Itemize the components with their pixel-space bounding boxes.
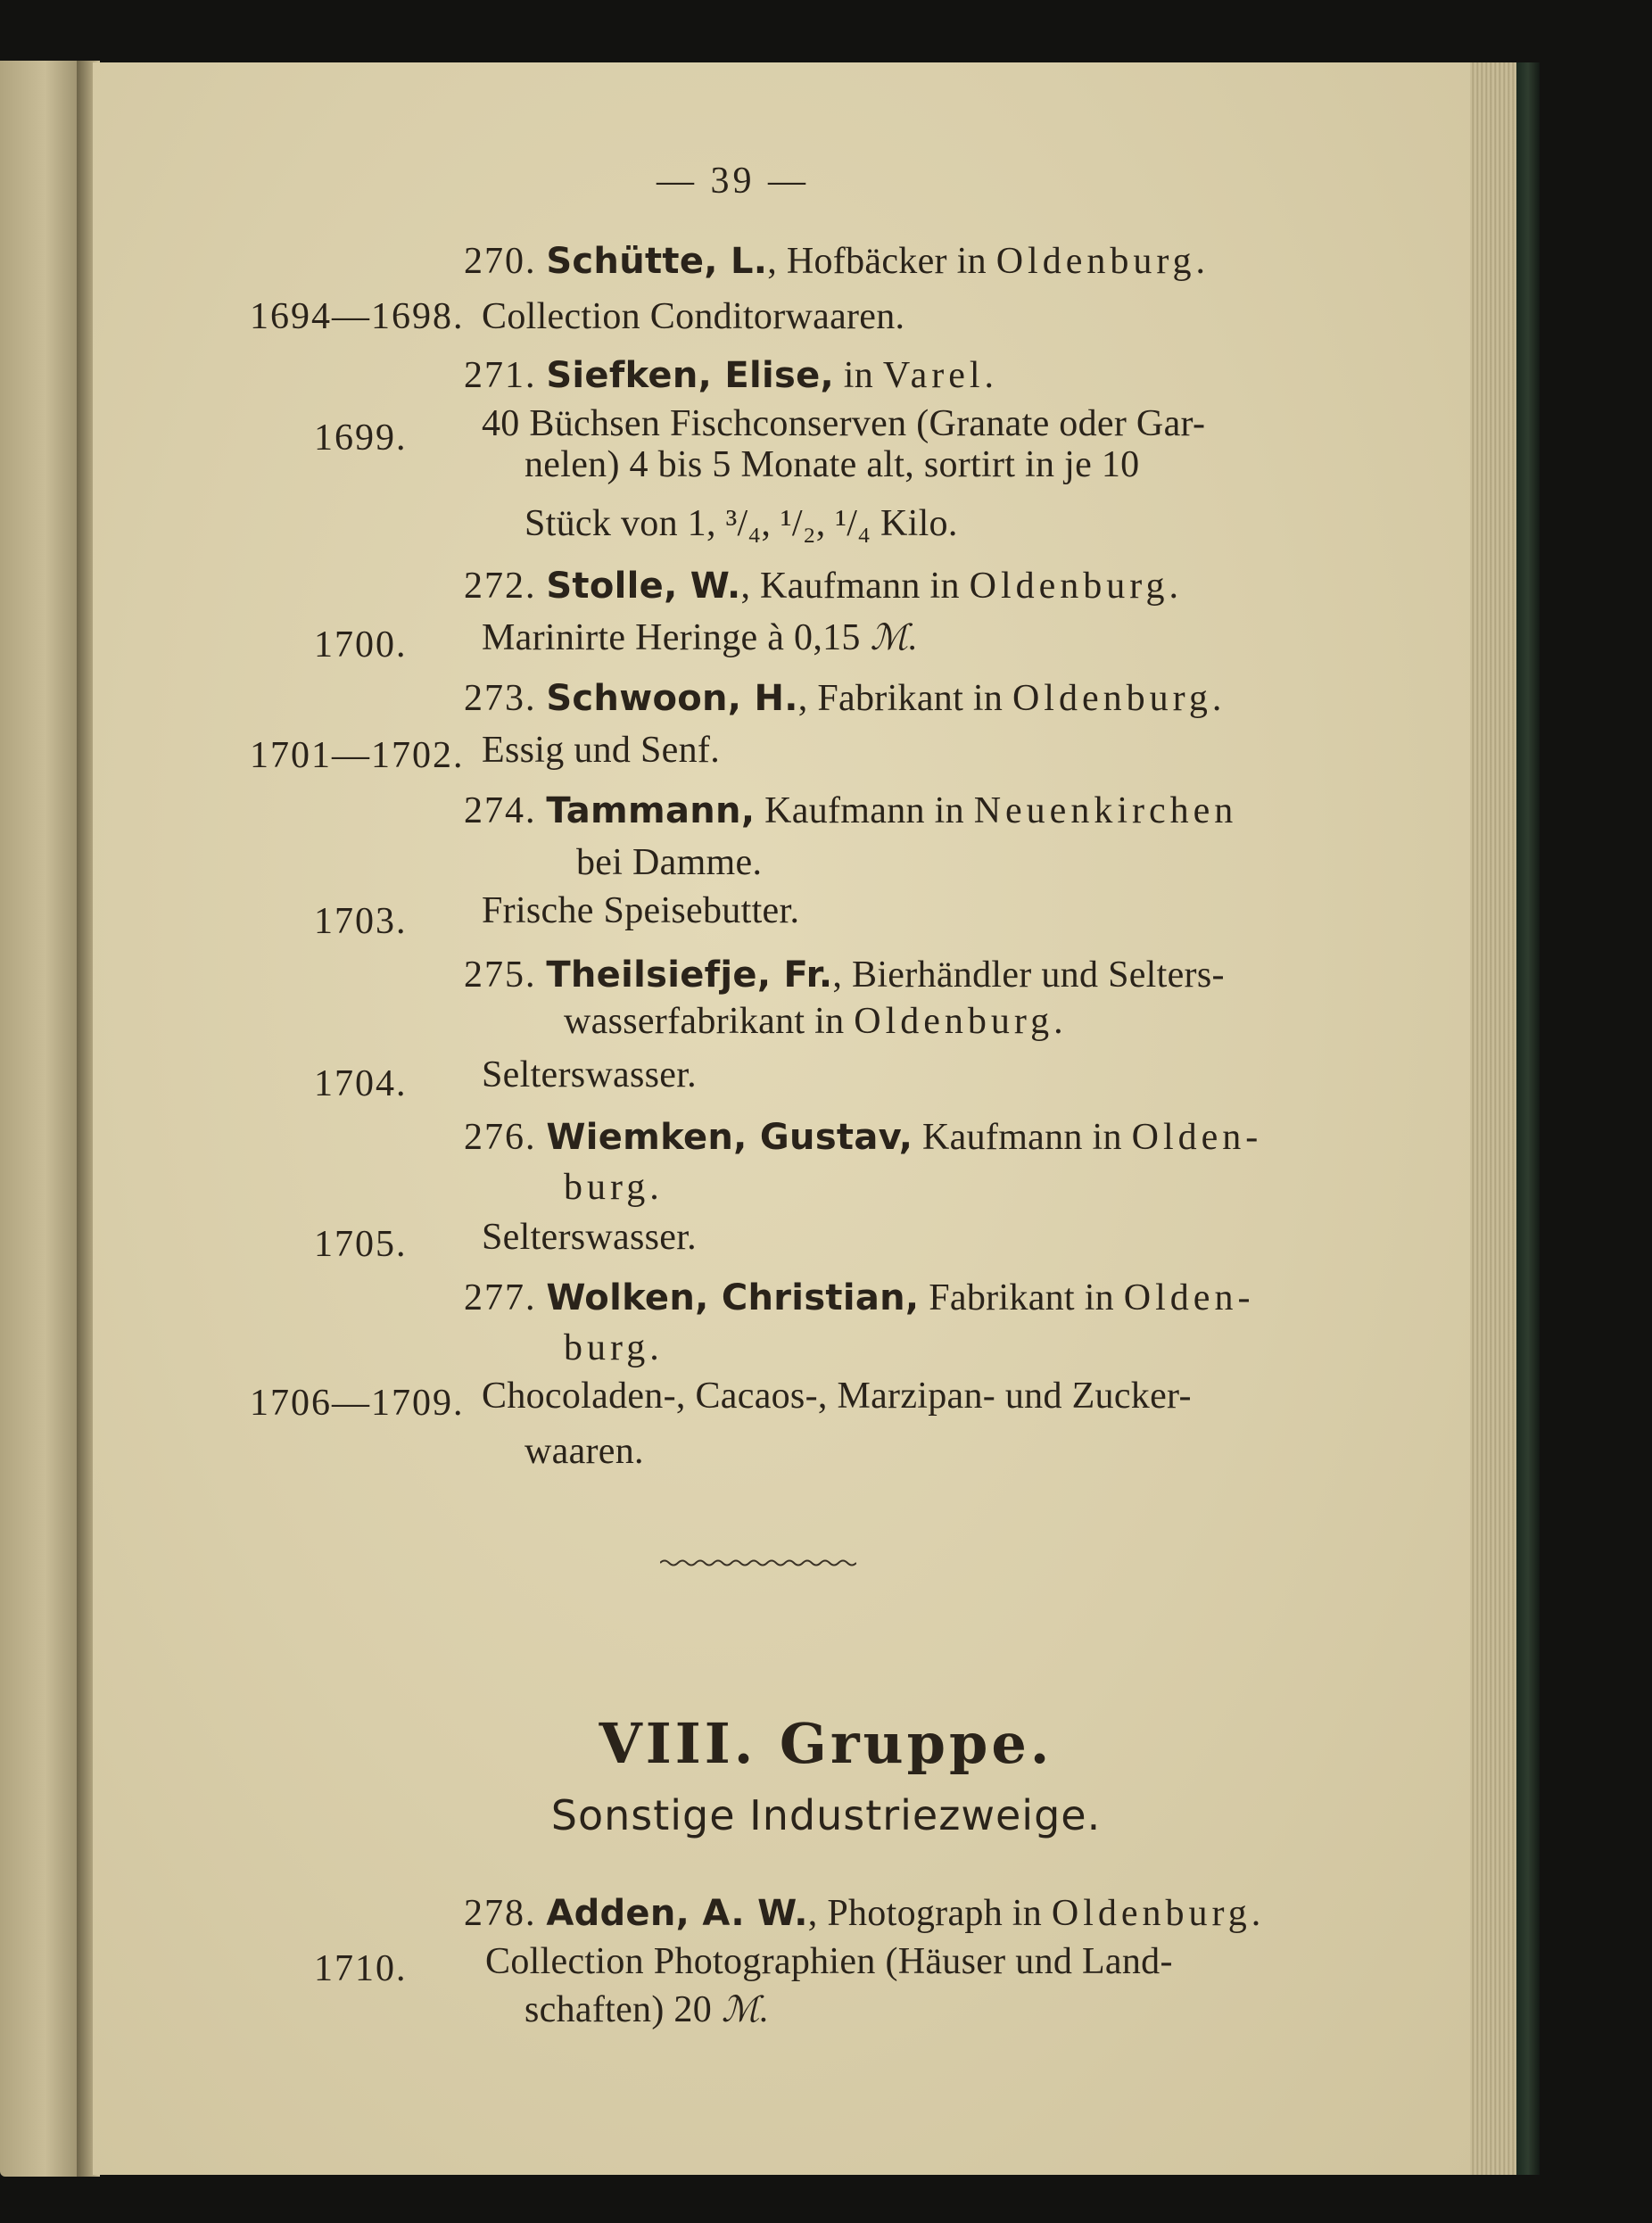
mark-currency-symbol: ℳ.: [721, 1989, 770, 2029]
exhibitor-occupation: , Bierhändler und Selters-: [832, 954, 1225, 996]
entry-number: 273.: [464, 678, 537, 719]
catalog-number: 1710.: [314, 1948, 408, 1989]
item-text: Marinirte Heringe à 0,15: [482, 617, 861, 658]
catalog-number: 1700.: [314, 624, 408, 665]
exhibitor-occupation: , Kaufmann in: [740, 566, 960, 607]
catalog-number: 1699.: [314, 417, 408, 459]
item-text: schaften) 20: [525, 1989, 713, 2030]
item-description: Selterswasser.: [482, 1054, 697, 1095]
exhibitor-occupation: , Hofbäcker in: [767, 241, 987, 282]
exhibitor-occupation: in: [834, 355, 874, 396]
exhibitor-name: Schwoon, H.: [546, 678, 798, 719]
exhibitor-occupation-continued: [564, 1003, 1068, 1040]
exhibitor-name: Siefken, Elise,: [546, 355, 834, 396]
item-description: Frische Speisebutter.: [482, 890, 800, 931]
exhibitor-occupation: Kaufmann in: [913, 1117, 1122, 1158]
exhibitor-occupation: , Fabrikant in: [797, 678, 1004, 719]
catalog-number: 1701—1702.: [250, 735, 465, 776]
entry-278-header: [464, 1895, 1265, 1932]
catalog-number: 1705.: [314, 1224, 408, 1265]
exhibitor-place: Olden-: [1131, 1117, 1263, 1158]
entry-272-header: [464, 567, 1183, 605]
entry-270-header: [464, 243, 1210, 280]
catalog-number: 1704.: [314, 1063, 408, 1104]
exhibitor-occupation: Kaufmann in: [755, 790, 964, 831]
exhibitor-occupation: , Photograph in: [807, 1893, 1043, 1934]
item-description: waaren.: [525, 1431, 644, 1472]
exhibitor-name: Theilsiefje, Fr.: [546, 954, 833, 996]
entry-number: 275.: [464, 954, 537, 996]
item-description: Essig und Senf.: [482, 730, 720, 771]
exhibitor-place-continued: bei Damme.: [576, 842, 763, 883]
item-description: Collection Conditorwaaren.: [482, 296, 905, 337]
entry-271-header: [464, 357, 998, 394]
entry-number: 270.: [464, 241, 537, 282]
entry-number: 278.: [464, 1893, 537, 1934]
catalog-number: 1706—1709.: [250, 1383, 465, 1424]
left-page-edge: [0, 61, 82, 2177]
entry-277-header: [464, 1279, 1254, 1317]
exhibitor-place: Oldenburg.: [854, 1001, 1068, 1042]
entry-275-header: [464, 956, 1225, 994]
exhibitor-place-continued: burg.: [564, 1167, 664, 1208]
catalog-number: 1694—1698.: [250, 296, 465, 337]
exhibitor-name: Schütte, L.: [546, 241, 768, 282]
entry-number: 272.: [464, 566, 537, 607]
exhibitor-place: Oldenburg.: [995, 241, 1210, 282]
item-description: 40 Büchsen Fischconserven (Granate oder Gar-: [482, 403, 1206, 444]
exhibitor-name: Tammann,: [546, 790, 756, 831]
item-description: [525, 1991, 769, 2029]
exhibitor-occupation: Fabrikant in: [919, 1277, 1114, 1318]
page-stack-edge: [1470, 62, 1524, 2175]
entry-273-header: [464, 680, 1226, 717]
book-cover-edge: [1516, 62, 1540, 2175]
exhibitor-place: Oldenburg.: [969, 566, 1183, 607]
group-subheading: Sonstige Industriezweige.: [550, 1791, 1102, 1839]
exhibitor-name: Wiemken, Gustav,: [546, 1117, 913, 1158]
exhibitor-place: Varel.: [882, 355, 999, 396]
entry-number: 271.: [464, 355, 537, 396]
exhibitor-place: Olden-: [1123, 1277, 1255, 1318]
entry-276-header: [464, 1119, 1262, 1156]
exhibitor-name: Wolken, Christian,: [546, 1277, 920, 1318]
exhibitor-name: Adden, A. W.: [546, 1893, 808, 1934]
entry-274-header: [464, 792, 1237, 830]
catalog-number: 1703.: [314, 901, 408, 942]
item-description: Selterswasser.: [482, 1217, 697, 1258]
section-divider-ornament: [660, 1558, 856, 1568]
exhibitor-place: Oldenburg.: [1012, 678, 1227, 719]
item-description: Stück von 1, ³/₄, ¹/₂, ¹/₄ Kilo.: [525, 503, 958, 544]
entry-number: 274.: [464, 790, 537, 831]
exhibitor-place: Neuenkirchen: [973, 790, 1238, 831]
item-description: nelen) 4 bis 5 Monate alt, sortirt in je 10: [525, 444, 1140, 485]
group-heading: VIII. Gruppe.: [599, 1711, 1053, 1776]
mark-currency-symbol: ℳ.: [870, 617, 918, 657]
entry-number: 276.: [464, 1117, 537, 1158]
occupation-text: wasserfabrikant in: [564, 1001, 845, 1042]
item-description: Chocoladen-, Cacaos-, Marzipan- und Zucker-: [482, 1376, 1192, 1417]
entry-number: 277.: [464, 1277, 537, 1318]
item-description: [482, 619, 918, 657]
exhibitor-place: Oldenburg.: [1051, 1893, 1266, 1934]
page-number: — 39 —: [657, 161, 809, 202]
exhibitor-name: Stolle, W.: [546, 566, 741, 607]
item-description: Collection Photographien (Häuser und Land-: [485, 1941, 1173, 1982]
exhibitor-place-continued: burg.: [564, 1327, 664, 1368]
